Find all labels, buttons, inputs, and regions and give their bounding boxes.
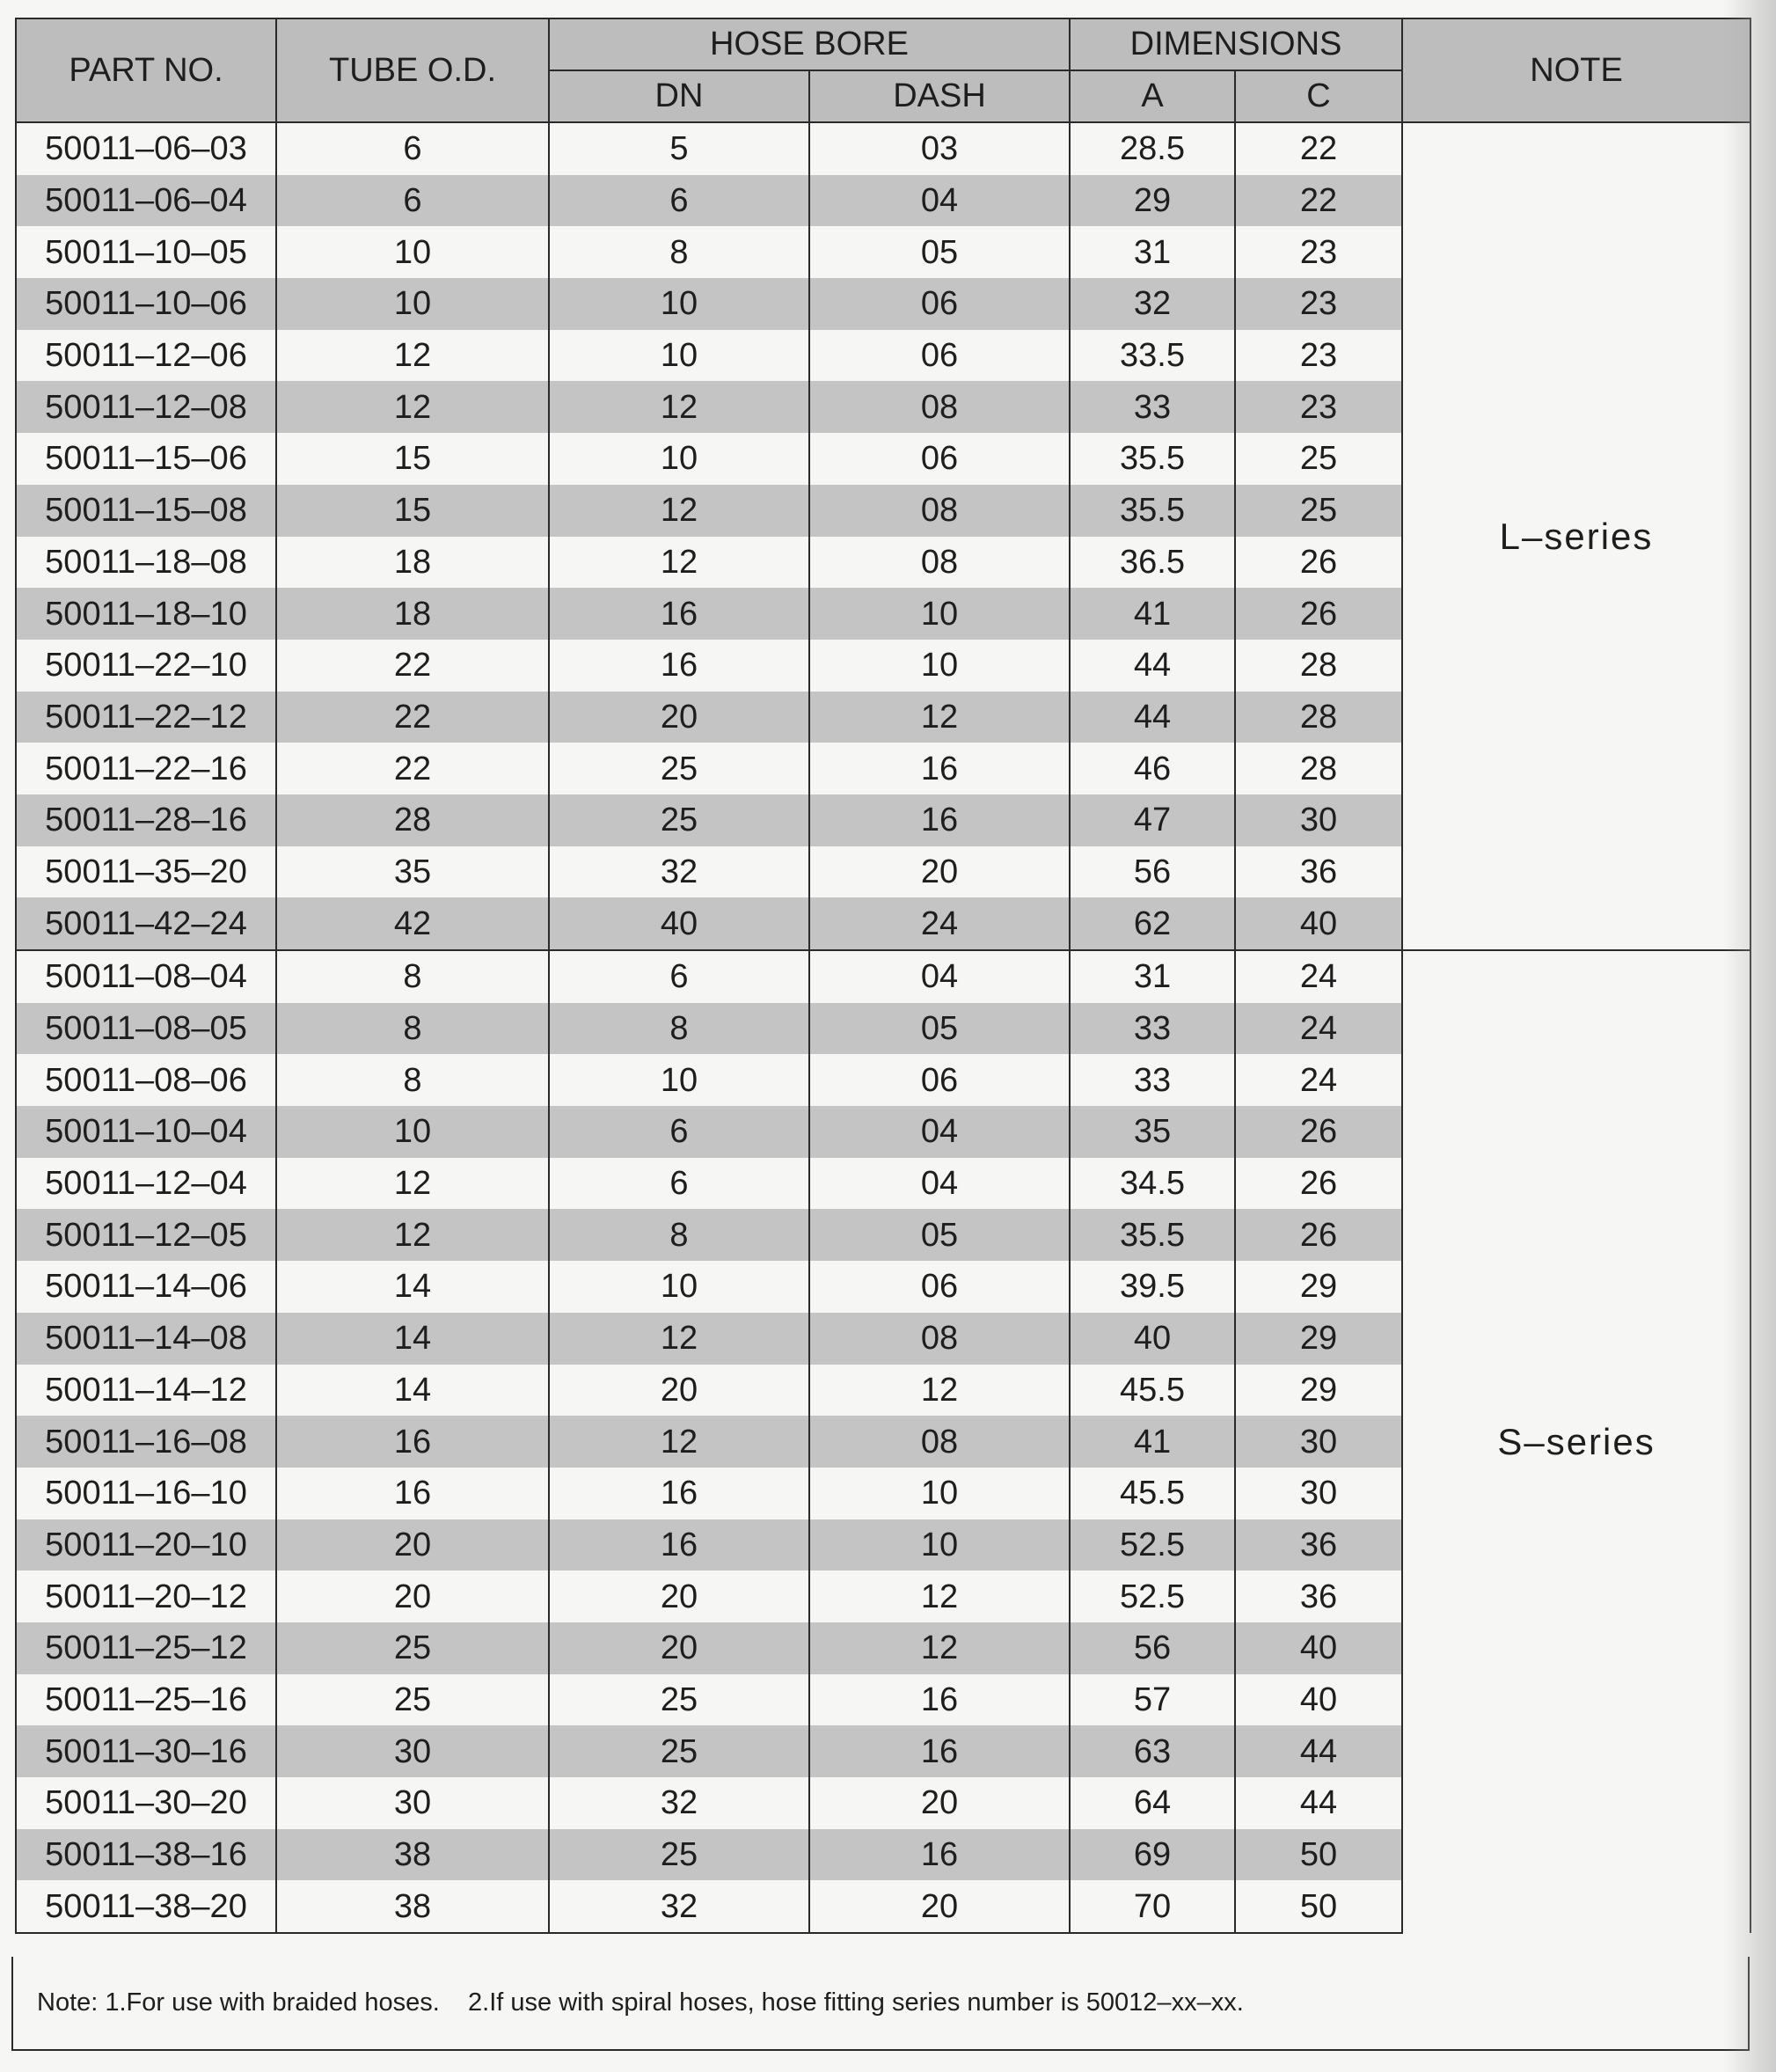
cell-dim-a: 36.5 — [1070, 537, 1235, 589]
cell-hose-bore-dn: 20 — [549, 1365, 809, 1417]
cell-hose-bore-dn: 8 — [549, 226, 809, 278]
cell-hose-bore-dash: 05 — [809, 1003, 1070, 1055]
cell-part-no: 50011–14–08 — [16, 1313, 276, 1365]
cell-part-no: 50011–30–16 — [16, 1725, 276, 1777]
cell-hose-bore-dn: 25 — [549, 743, 809, 794]
cell-dim-c: 23 — [1235, 330, 1402, 382]
cell-part-no: 50011–14–12 — [16, 1365, 276, 1417]
cell-hose-bore-dash: 16 — [809, 1725, 1070, 1777]
cell-tube-od: 16 — [276, 1416, 549, 1468]
cell-hose-bore-dn: 16 — [549, 640, 809, 692]
cell-tube-od: 10 — [276, 1106, 549, 1158]
cell-hose-bore-dash: 20 — [809, 1777, 1070, 1829]
cell-hose-bore-dn: 25 — [549, 1674, 809, 1726]
cell-part-no: 50011–20–12 — [16, 1570, 276, 1622]
series-note: S–series — [1402, 950, 1750, 1933]
cell-part-no: 50011–18–08 — [16, 537, 276, 589]
cell-dim-a: 35.5 — [1070, 1209, 1235, 1261]
cell-dim-c: 25 — [1235, 485, 1402, 537]
table-row — [16, 950, 1750, 1003]
cell-dim-a: 41 — [1070, 588, 1235, 640]
cell-dim-a: 35.5 — [1070, 433, 1235, 485]
cell-dim-c: 30 — [1235, 794, 1402, 846]
cell-part-no: 50011–10–04 — [16, 1106, 276, 1158]
cell-tube-od: 8 — [276, 950, 549, 1003]
cell-hose-bore-dn: 25 — [549, 1829, 809, 1881]
cell-tube-od: 30 — [276, 1725, 549, 1777]
cell-tube-od: 10 — [276, 278, 549, 330]
cell-dim-a: 34.5 — [1070, 1158, 1235, 1210]
cell-part-no: 50011–35–20 — [16, 846, 276, 898]
cell-hose-bore-dash: 12 — [809, 1622, 1070, 1674]
cell-tube-od: 8 — [276, 1054, 549, 1106]
cell-part-no: 50011–15–08 — [16, 485, 276, 537]
cell-dim-c: 26 — [1235, 1106, 1402, 1158]
cell-dim-c: 24 — [1235, 1003, 1402, 1055]
cell-hose-bore-dn: 16 — [549, 588, 809, 640]
cell-part-no: 50011–06–04 — [16, 175, 276, 227]
cell-dim-c: 36 — [1235, 1570, 1402, 1622]
cell-tube-od: 30 — [276, 1777, 549, 1829]
cell-hose-bore-dn: 16 — [549, 1519, 809, 1571]
cell-part-no: 50011–16–08 — [16, 1416, 276, 1468]
cell-dim-c: 23 — [1235, 278, 1402, 330]
header-note: NOTE — [1402, 18, 1750, 122]
cell-part-no: 50011–38–16 — [16, 1829, 276, 1881]
cell-hose-bore-dash: 08 — [809, 381, 1070, 433]
cell-dim-c: 30 — [1235, 1416, 1402, 1468]
cell-dim-a: 31 — [1070, 950, 1235, 1003]
cell-tube-od: 18 — [276, 537, 549, 589]
cell-dim-a: 70 — [1070, 1880, 1235, 1933]
cell-tube-od: 38 — [276, 1829, 549, 1881]
cell-hose-bore-dash: 04 — [809, 1158, 1070, 1210]
cell-part-no: 50011–08–06 — [16, 1054, 276, 1106]
cell-dim-c: 44 — [1235, 1777, 1402, 1829]
cell-hose-bore-dash: 05 — [809, 226, 1070, 278]
cell-dim-c: 29 — [1235, 1261, 1402, 1313]
cell-part-no: 50011–25–12 — [16, 1622, 276, 1674]
cell-hose-bore-dn: 20 — [549, 1570, 809, 1622]
table-header — [16, 18, 1750, 122]
cell-dim-a: 33.5 — [1070, 330, 1235, 382]
cell-dim-a: 52.5 — [1070, 1570, 1235, 1622]
cell-dim-a: 69 — [1070, 1829, 1235, 1881]
table-body — [16, 122, 1750, 1933]
cell-dim-c: 50 — [1235, 1880, 1402, 1933]
cell-dim-a: 47 — [1070, 794, 1235, 846]
header-dim-c: C — [1235, 70, 1402, 122]
cell-hose-bore-dash: 12 — [809, 1570, 1070, 1622]
header-tube-od: TUBE O.D. — [276, 18, 549, 122]
cell-dim-a: 33 — [1070, 1054, 1235, 1106]
header-dim-a: A — [1070, 70, 1235, 122]
cell-dim-c: 24 — [1235, 950, 1402, 1003]
cell-part-no: 50011–20–10 — [16, 1519, 276, 1571]
cell-dim-c: 44 — [1235, 1725, 1402, 1777]
cell-tube-od: 12 — [276, 330, 549, 382]
cell-dim-a: 39.5 — [1070, 1261, 1235, 1313]
cell-dim-c: 28 — [1235, 743, 1402, 794]
cell-hose-bore-dash: 16 — [809, 743, 1070, 794]
cell-tube-od: 12 — [276, 381, 549, 433]
cell-dim-a: 40 — [1070, 1313, 1235, 1365]
cell-tube-od: 12 — [276, 1158, 549, 1210]
cell-tube-od: 28 — [276, 794, 549, 846]
cell-hose-bore-dash: 06 — [809, 330, 1070, 382]
cell-dim-a: 33 — [1070, 381, 1235, 433]
cell-hose-bore-dash: 06 — [809, 433, 1070, 485]
cell-part-no: 50011–42–24 — [16, 897, 276, 950]
cell-part-no: 50011–22–12 — [16, 692, 276, 743]
cell-tube-od: 14 — [276, 1365, 549, 1417]
cell-hose-bore-dash: 20 — [809, 1880, 1070, 1933]
cell-dim-a: 45.5 — [1070, 1365, 1235, 1417]
cell-hose-bore-dash: 05 — [809, 1209, 1070, 1261]
cell-tube-od: 22 — [276, 692, 549, 743]
cell-dim-a: 35.5 — [1070, 485, 1235, 537]
header-dash: DASH — [809, 70, 1070, 122]
cell-tube-od: 25 — [276, 1622, 549, 1674]
cell-hose-bore-dash: 04 — [809, 1106, 1070, 1158]
cell-tube-od: 18 — [276, 588, 549, 640]
cell-dim-a: 31 — [1070, 226, 1235, 278]
cell-part-no: 50011–22–16 — [16, 743, 276, 794]
cell-part-no: 50011–08–05 — [16, 1003, 276, 1055]
cell-part-no: 50011–14–06 — [16, 1261, 276, 1313]
cell-part-no: 50011–25–16 — [16, 1674, 276, 1726]
cell-dim-c: 29 — [1235, 1313, 1402, 1365]
cell-hose-bore-dn: 5 — [549, 122, 809, 175]
header-hose-bore: HOSE BORE — [549, 18, 1070, 70]
cell-dim-c: 40 — [1235, 897, 1402, 950]
cell-dim-c: 26 — [1235, 588, 1402, 640]
cell-part-no: 50011–06–03 — [16, 122, 276, 175]
cell-tube-od: 16 — [276, 1468, 549, 1519]
cell-part-no: 50011–16–10 — [16, 1468, 276, 1519]
cell-hose-bore-dn: 12 — [549, 537, 809, 589]
cell-hose-bore-dn: 16 — [549, 1468, 809, 1519]
cell-tube-od: 20 — [276, 1519, 549, 1571]
cell-hose-bore-dash: 04 — [809, 950, 1070, 1003]
cell-dim-c: 36 — [1235, 846, 1402, 898]
cell-hose-bore-dn: 32 — [549, 846, 809, 898]
cell-hose-bore-dash: 10 — [809, 588, 1070, 640]
cell-hose-bore-dash: 16 — [809, 1674, 1070, 1726]
cell-hose-bore-dn: 10 — [549, 1054, 809, 1106]
cell-hose-bore-dn: 6 — [549, 950, 809, 1003]
cell-dim-c: 26 — [1235, 1209, 1402, 1261]
cell-hose-bore-dn: 32 — [549, 1777, 809, 1829]
cell-part-no: 50011–38–20 — [16, 1880, 276, 1933]
cell-dim-a: 56 — [1070, 1622, 1235, 1674]
cell-dim-a: 44 — [1070, 640, 1235, 692]
cell-dim-a: 46 — [1070, 743, 1235, 794]
cell-part-no: 50011–10–06 — [16, 278, 276, 330]
cell-hose-bore-dash: 08 — [809, 1416, 1070, 1468]
cell-hose-bore-dash: 10 — [809, 1468, 1070, 1519]
cell-dim-c: 23 — [1235, 226, 1402, 278]
cell-dim-a: 28.5 — [1070, 122, 1235, 175]
cell-dim-c: 40 — [1235, 1622, 1402, 1674]
cell-dim-c: 25 — [1235, 433, 1402, 485]
cell-tube-od: 20 — [276, 1570, 549, 1622]
cell-dim-a: 52.5 — [1070, 1519, 1235, 1571]
cell-dim-a: 63 — [1070, 1725, 1235, 1777]
cell-tube-od: 15 — [276, 433, 549, 485]
cell-hose-bore-dn: 40 — [549, 897, 809, 950]
cell-hose-bore-dn: 6 — [549, 1106, 809, 1158]
cell-part-no: 50011–12–05 — [16, 1209, 276, 1261]
cell-hose-bore-dn: 25 — [549, 1725, 809, 1777]
cell-part-no: 50011–22–10 — [16, 640, 276, 692]
cell-hose-bore-dash: 16 — [809, 794, 1070, 846]
cell-dim-c: 30 — [1235, 1468, 1402, 1519]
header-dn: DN — [549, 70, 809, 122]
cell-hose-bore-dn: 20 — [549, 1622, 809, 1674]
cell-tube-od: 6 — [276, 122, 549, 175]
cell-dim-c: 28 — [1235, 692, 1402, 743]
cell-hose-bore-dn: 10 — [549, 330, 809, 382]
cell-hose-bore-dash: 08 — [809, 485, 1070, 537]
table-row — [16, 122, 1750, 175]
cell-hose-bore-dash: 06 — [809, 1054, 1070, 1106]
cell-hose-bore-dash: 04 — [809, 175, 1070, 227]
cell-tube-od: 15 — [276, 485, 549, 537]
cell-hose-bore-dn: 32 — [549, 1880, 809, 1933]
cell-dim-a: 33 — [1070, 1003, 1235, 1055]
cell-hose-bore-dn: 6 — [549, 175, 809, 227]
cell-hose-bore-dn: 10 — [549, 1261, 809, 1313]
cell-tube-od: 38 — [276, 1880, 549, 1933]
cell-dim-c: 26 — [1235, 1158, 1402, 1210]
cell-dim-a: 35 — [1070, 1106, 1235, 1158]
cell-hose-bore-dash: 03 — [809, 122, 1070, 175]
cell-hose-bore-dn: 12 — [549, 381, 809, 433]
cell-hose-bore-dn: 10 — [549, 433, 809, 485]
cell-part-no: 50011–30–20 — [16, 1777, 276, 1829]
series-note: L–series — [1402, 122, 1750, 950]
cell-dim-a: 32 — [1070, 278, 1235, 330]
cell-dim-c: 22 — [1235, 122, 1402, 175]
cell-dim-c: 28 — [1235, 640, 1402, 692]
cell-dim-c: 50 — [1235, 1829, 1402, 1881]
header-part-no: PART NO. — [16, 18, 276, 122]
cell-dim-a: 45.5 — [1070, 1468, 1235, 1519]
cell-dim-a: 29 — [1070, 175, 1235, 227]
cell-hose-bore-dn: 12 — [549, 485, 809, 537]
cell-tube-od: 10 — [276, 226, 549, 278]
cell-dim-c: 40 — [1235, 1674, 1402, 1726]
cell-dim-a: 41 — [1070, 1416, 1235, 1468]
cell-dim-a: 62 — [1070, 897, 1235, 950]
cell-part-no: 50011–12–08 — [16, 381, 276, 433]
cell-dim-a: 64 — [1070, 1777, 1235, 1829]
cell-part-no: 50011–18–10 — [16, 588, 276, 640]
cell-hose-bore-dash: 06 — [809, 1261, 1070, 1313]
header-dimensions: DIMENSIONS — [1070, 18, 1402, 70]
page-edge-shadow — [1723, 0, 1776, 2072]
cell-part-no: 50011–08–04 — [16, 950, 276, 1003]
cell-tube-od: 12 — [276, 1209, 549, 1261]
cell-dim-c: 22 — [1235, 175, 1402, 227]
cell-part-no: 50011–15–06 — [16, 433, 276, 485]
cell-part-no: 50011–12–06 — [16, 330, 276, 382]
cell-dim-a: 56 — [1070, 846, 1235, 898]
cell-tube-od: 14 — [276, 1313, 549, 1365]
cell-dim-a: 57 — [1070, 1674, 1235, 1726]
cell-hose-bore-dash: 10 — [809, 1519, 1070, 1571]
cell-hose-bore-dn: 6 — [549, 1158, 809, 1210]
cell-hose-bore-dn: 12 — [549, 1416, 809, 1468]
cell-tube-od: 14 — [276, 1261, 549, 1313]
cell-tube-od: 35 — [276, 846, 549, 898]
cell-part-no: 50011–28–16 — [16, 794, 276, 846]
cell-hose-bore-dash: 06 — [809, 278, 1070, 330]
cell-hose-bore-dn: 25 — [549, 794, 809, 846]
cell-dim-c: 29 — [1235, 1365, 1402, 1417]
cell-dim-c: 23 — [1235, 381, 1402, 433]
cell-hose-bore-dash: 20 — [809, 846, 1070, 898]
cell-hose-bore-dn: 20 — [549, 692, 809, 743]
cell-hose-bore-dash: 16 — [809, 1829, 1070, 1881]
cell-hose-bore-dn: 8 — [549, 1209, 809, 1261]
cell-tube-od: 6 — [276, 175, 549, 227]
cell-hose-bore-dash: 08 — [809, 1313, 1070, 1365]
parts-spec-table — [15, 18, 1751, 1934]
cell-hose-bore-dash: 08 — [809, 537, 1070, 589]
cell-dim-c: 24 — [1235, 1054, 1402, 1106]
cell-part-no: 50011–12–04 — [16, 1158, 276, 1210]
cell-hose-bore-dn: 8 — [549, 1003, 809, 1055]
cell-hose-bore-dash: 24 — [809, 897, 1070, 950]
cell-hose-bore-dn: 12 — [549, 1313, 809, 1365]
cell-tube-od: 22 — [276, 743, 549, 794]
cell-dim-a: 44 — [1070, 692, 1235, 743]
cell-dim-c: 36 — [1235, 1519, 1402, 1571]
cell-hose-bore-dash: 10 — [809, 640, 1070, 692]
cell-tube-od: 42 — [276, 897, 549, 950]
cell-tube-od: 8 — [276, 1003, 549, 1055]
cell-tube-od: 22 — [276, 640, 549, 692]
cell-dim-c: 26 — [1235, 537, 1402, 589]
cell-part-no: 50011–10–05 — [16, 226, 276, 278]
cell-hose-bore-dash: 12 — [809, 1365, 1070, 1417]
cell-hose-bore-dash: 12 — [809, 692, 1070, 743]
cell-hose-bore-dn: 10 — [549, 278, 809, 330]
footnote: Note: 1.For use with braided hoses. 2.If use with spiral hoses, hose fitting series number is 50012–xx–xx. — [11, 1957, 1750, 2051]
cell-tube-od: 25 — [276, 1674, 549, 1726]
